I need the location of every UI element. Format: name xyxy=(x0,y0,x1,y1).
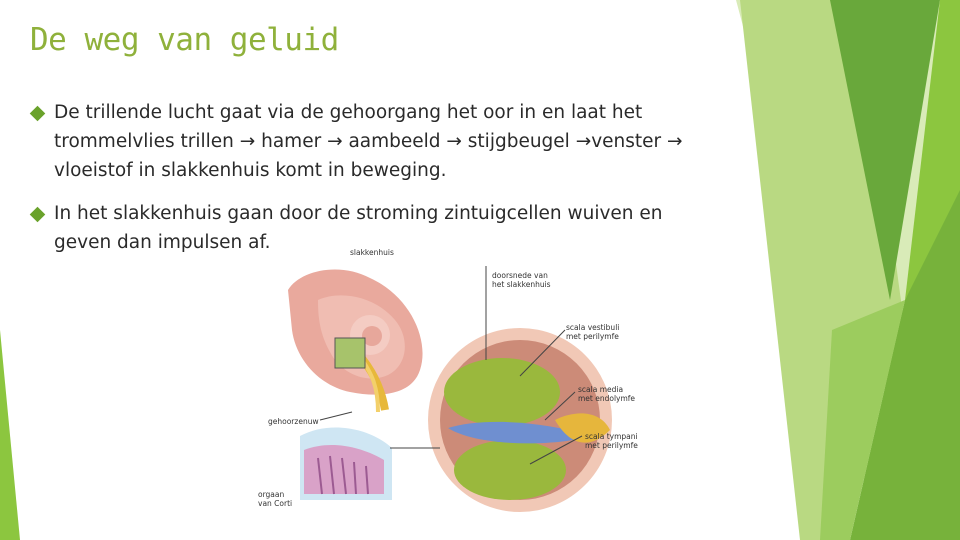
label-line: scala media xyxy=(578,385,624,394)
label-line: van Corti xyxy=(258,499,293,508)
label-line: scala tympani xyxy=(585,432,638,441)
label-scala-tympani xyxy=(585,432,638,450)
label-organ-corti xyxy=(258,490,292,508)
label-line: scala vestibuli xyxy=(566,323,620,332)
label-line: met perilymfe xyxy=(566,332,619,341)
label-line: doorsnede van xyxy=(492,271,548,280)
label-doorsnede xyxy=(492,271,551,289)
bullet-text: De trillende lucht gaat via de gehoorgang het oor in en laat het trommelvlies trillen → hamer → aambeeld → stijgbeugel →venster → vloeistof in slakkenhuis komt in beweging. xyxy=(54,102,683,181)
label-scala-vestibuli xyxy=(566,323,619,341)
bullet-text: In het slakkenhuis gaan door de stroming zintuigcellen wuiven en geven dan impulsen af. xyxy=(54,203,663,253)
label-line: met perilymfe xyxy=(585,441,638,450)
label-scala-media xyxy=(578,385,635,403)
label-gehoorzenuw: gehoorzenuw xyxy=(268,417,319,426)
label-line: orgaan xyxy=(258,490,285,499)
label-line: met endolymfe xyxy=(578,394,636,403)
slide-title: De weg van geluid xyxy=(30,22,339,58)
label-line: het slakkenhuis xyxy=(492,280,551,289)
label-slakkenhuis: slakkenhuis xyxy=(350,248,394,257)
